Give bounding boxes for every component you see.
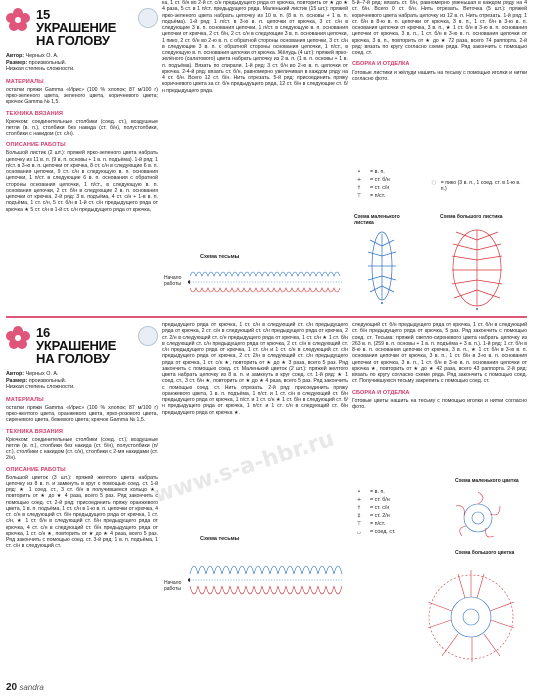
size-value: произвольный. [28,59,67,66]
article-16-title-line1: 16 УКРАШЕНИЕ [36,325,117,353]
description-heading: ОПИСАНИЕ РАБОТЫ [6,466,66,473]
flower-icon [6,8,30,32]
article-16-column-3 [352,322,527,482]
description-text-col2: предыдущего ряда от крючка, 1 ст. с/н в следующий ст. с/н предыдущего ряда от крючка, 2 ст. с/н в следующий ст. с/н предыдущего ряда от крючка, 2 ст. 2/н в следующий ст. с/н предыдущего ряда от крючка, 1 ст. с/н ★ 1 ст. б/н в следующий ст. с/н предыдущего ряда от крючка, 2 ст. с/н в следующий ст. с/н предыдущего ряда от крючка, 1 ст. с/н и 1 ст. с/н в следующий ст. с/н предыдущего ряда от крючка, 2 ст. 2/н в следующий ст. с/н предыдущего ряда от крючка, 1 ст. с/н ★, повторить от ★ до ★ 3 раза, всего 5 раз. Ряд закончить с помощью соед. ст. Маленький цветок (2 шт.): пряжей желтого цвета набрать цепочку из 8 в. п. и замкнуть в круг соед. ст. 1-й ряд: ★ 1 соед. ст., 3 ст. б/н ★, повторить от ★ до ★ 4 раза, всего 5 раз. Ряд закончить с помощью соед. ст. Нить отрезать. 2-й ряд: присоединить пряжу оранжевого цвета, 1 в. п. подъёма, 1 п/ст. и 1 ст. с/н в следующий ст. б/н предыдущего ряда от крючка, 1 п/ст. и 1 ст. с/н ★ 1 ст. б/н в следующий ст. б/н предыдущего ряда от крючка, 1 п/ст. и 1 ст. с/н в следующий ст. б/н предыдущего ряда от крючка ★. [162,322,348,416]
legend-item: ‡ = ст. 2/н [357,513,390,519]
size-label: Размер: [6,59,28,66]
legend-item: + = ст. б/н [356,177,390,183]
article-16-title-line2: НА ГОЛОВУ [36,351,110,366]
description-text-col2: ка, 1 ст. б/н во 2-й ст. с/н предыдущего ряда от крючка, повторить от ★ до ★ 4 раза, 5 ст. в 1 п/ст. предыдущего ряда. Маленький листик (15 шт.): пряжей ярко-зеленого цвета набрать цепочку из 10 в. п. (8 в. п. основы + 1 в. п. подъёма). 1-й ряд: 1 п/ст. в 3-ю в. п. цепочки от крючка, 3 ст. с/н в следующие 3 в. п. основания цепочки, 1 п/ст. в следующую в. п. основания цепочки от крючка, 2 ст. б/н, 2 ст. с/н в следующие 3 в. п. основания цепочки, 1 пико, 2 ст. б/н во 2-ю в. п. с обратной стороны основания цепочки, 3 ст. с/н в следующие 3 в. п. с обратной стороны основания цепочки, 1 п/ст., в следующую в. п. основания цепочки от крючка. Жёлудь (4 шт.): пряжей ярко-зелёного (салатового) цвета набрать цепочку из 2 в. п. (1 в. п. основы + 1 в. п. подъёма). Вязать по спирали. 1-й ряд: 3 ст. б/н во 2-ю в. п. цепочки от крючка. 2-4-й ряд: вязать ст. б/н, равномерно увеличивая в каждом ряду на 4 ст. б/н. Всего 12 ст. б/н. Нить отрезать. 5-й ряд: присоединить пряжу коричневого цвета за ст. б/н предыдущего ряда, 12 ст. б/н в следующие ст. б/н предыдущего ряда. [162,0,348,94]
schema-small-leaf-label: Схема маленького листика [354,214,400,226]
legend-item: ⊤ = п/ст. [356,521,386,527]
legend-item: • = в. п. [357,169,385,175]
author-label: Автор: [6,371,25,377]
description-text-col3: следующий ст. б/н предыдущего ряда от крючка, 1 ст. б/н в следующий ст. б/н предыдущего ряда от крючка, 5 раз. Ряд закончить с помощью соед. ст. Тесьма: пряжей светло-сиреневого цвета набрать цепочку из 263 в. п. (259 в. п. основы + 1 в. п. подъёма + 3 в. п.). 1-й ряд: 1 ст. б/н в 8-ю в. п. основания цепочки от крючка, 3 в. п., ★ 1 ст. б/н в 3-ю в. п. основания цепочки от крючка, 3 в. п., 1 ст. б/н в 3-ю в. п. основания цепочки от крючка, 3 в. п., 1 ст. б/н в 3-ю в. п. основания цепочки от крючка ★, повторить от ★ до ★ 42 раза, всего 43 раппорта. 2-й ряд: вязать по кругу согласно схеме ряда. Ряд закончить с помощью соед. ст. Получившуюся тесьму закрепить с помощью соед. ст. [352,322,527,385]
flower-icon [6,326,30,350]
article-16-header [6,326,158,365]
page-footer [6,682,44,693]
legend-item: • = в. п. [357,489,385,495]
page-number: 20 [6,682,18,693]
description-heading: ОПИСАНИЕ РАБОТЫ [6,142,66,149]
difficulty: Низкая степень сложности. [6,66,75,73]
author-label: Автор: [6,53,25,59]
article-15-legend [352,168,432,200]
article-15-column-2 [162,0,348,250]
technique-heading: ТЕХНИКА ВЯЗАНИЯ [6,110,63,117]
article-15-title-line2: НА ГОЛОВУ [36,33,110,48]
technique-text: Крючком: соединительные столбики (соед. ст.), воздушные петли (в. п.), столбики без накида (ст. б/н), полустолбики, столбики с накидом (ст. с/н). [6,118,158,138]
start-label: Начало работы [164,275,182,287]
start-label: Начало работы [164,580,182,592]
article-16 [0,318,533,684]
assembly-heading: СБОРКА И ОТДЕЛКА [352,61,410,68]
article-15-column-1 [6,0,158,213]
big-flower-schema [414,558,528,676]
legend-item: ◡ = соед. ст. [356,529,396,535]
article-15 [0,0,533,318]
assembly-heading: СБОРКА И ОТДЕЛКА [352,389,410,396]
legend-item-pico: ◌ = пико (3 в. п., 1 соед. ст. в 1-ю в. п.) [431,180,521,192]
assembly-text: Готовые цветы нашить на тесьму с помощью иголки и нитки согласно фото. [352,397,527,410]
schema-big-flower-label: Схема большого цветка [455,550,515,556]
description-text-col3: 5-й–7-й ряд: вязать ст. б/н, равномерно уменьшая в каждом ряду на 4 ст. б/н. Всего 0 ст. б/н. Нить отрезать. Веточка (5 шт.): пряжей коричневого цвета набрать цепочку из 12 в. п. Нить отрезать. 1-й ряд: 1 ст. б/н в 8-ю в. п. цепочки от крючка, 3 в. п., 1 ст. б/н в 3-ю в. п. основания цепочки от крючка, 3 в. п., ★ 1 ст. б/н в 3-ю в. п. основания цепочки от крючка, 3 в. п., 1 ст. б/н в 3-ю в. п. основания цепочки от крючка, 3 в. п., повторить от ★ до ★ 72 раза, всего 74 раппорта. 2-й ряд: вязать по кругу согласно схеме ряда. Ряд закончить с помощью соед. ст. [352,0,527,56]
magazine-name: sandra [19,683,44,692]
article-16-meta [6,371,158,391]
technique-heading: ТЕХНИКА ВЯЗАНИЯ [6,428,63,435]
article-15-column-3 [352,0,527,150]
materials-text: остатки пряжи Gamma «Ирис» (100 % хлопок; 87 м/100 г) ярко-зеленого цвета, зеленого цвета, коричневого цвета; крючок Gamma № 1,5. [6,86,158,106]
description-text-col1: Большой листик (2 шт.): пряжей ярко-зеленого цвета набрать цепочку из 11 в. п. (9 в. п. основы + 1 в. п. подъёма). 1-й ряд: 1 п/ст. в 3-ю в. п. цепочки от крючка, 8 ст. с/н в следующие 6 в. п. основания цепочки, 9 ст. с/н в следующую в. п. основания цепочки, 1 п/ст. в следующие 6 в. п. основания с обратной стороны основания цепочки, 1 п/ст., в следующую в. п. основания цепочки, 2 ст. б/н в следующие 2 в. п. основания цепочки от крючка. 2-й ряд: 3 в. подъёма, 4 ст. с/н + 1-в в. п. подъёма, 1 ст. с/н, 5 ст. б/н в 1-й ст. с/н предыдущего ряда от крючка ★ 5 ст. с/н в 1-й ст. с/н предыдущего ряда от крючка, [6,150,158,213]
yarn-badge-icon [138,326,158,346]
legend-item: † = ст. с/н [357,185,390,191]
ribbon-schema [188,544,348,614]
schema-small-flower-label: Схема маленького цветка [455,478,519,484]
article-15-title-line1: 15 УКРАШЕНИЕ [36,7,117,35]
article-15-meta [6,53,158,73]
author-value: Черных О. А. [25,371,59,377]
assembly-text: Готовые листики и жёлуди нашить на тесьму с помощью иголки и нитки согласно фото. [352,69,527,82]
article-16-column-2 [162,322,348,532]
legend-item: ⊤ = п/ст. [356,193,386,199]
materials-heading: МАТЕРИАЛЫ [6,396,44,403]
yarn-badge-icon [138,8,158,28]
article-16-column-1 [6,318,158,678]
legend-item: + = ст. б/н [356,497,390,503]
size-label: Размер: [6,377,28,384]
schema-ribbon-label: Схема тесьмы [200,254,240,260]
article-15-header [6,8,158,47]
materials-heading: МАТЕРИАЛЫ [6,78,44,85]
description-text-col1: Большой цветок (3 шт.): пряжей желтого цвета набрать цепочку из 8 в. п. и замкнуть в круг с помощью соед. ст. 1-й ряд: ★ 1 соед. ст., 3 ст. б/н в получившееся кольцо ★, повторить от ★ до ★ 4 раза, всего 5 раз. Ряд закончить с помощью соед. ст. 2-й ряд: присоединить пряжу оранжевого цвета, 1 в. п. подъёма, 1 ст. с/н в 1-ю в. п. цепочки от крючка, 4 ст. с/н в следующий ст. б/н предыдущего ряда от крючка, 1 ст. с/н, ★ 1 ст. б/н в следующий ст. б/н предыдущего ряда от крючка, 4 ст. с/н в следующий ст. б/н предыдущего ряда от крючка, 1 ст. с/н ★, повторить от ★ до ★ 4 раза, всего 5 раз. Ряд закончить с помощью соед. ст. 3-й ряд: 1 в. п. подъёма, 1 ст. с/н в следующий ст. [6,474,158,550]
article-16-legend [352,488,412,536]
materials-text: остатки пряжи Gamma «Ирис» (100 % хлопок; 87 м/100 г) ярко-желтого цвета, оранжевого цвета, ярко-розового цвета, сиреневого цвета, бежевого цвета; крючок Gamma № 1,5. [6,404,158,424]
schema-ribbon-label: Схема тесьмы [200,536,240,542]
leaf-schemas [352,226,528,312]
legend-item: † = ст. с/н [357,505,390,511]
schema-big-leaf-label: Схема большого листика [440,214,503,220]
difficulty: Низкая степень сложности. [6,384,75,391]
ribbon-schema [188,262,348,302]
technique-text: Крючком: соединительные столбики (соед. ст.), воздушные петли (в. п.), столбики без накида (ст. б/н), полустолбики (п/ст.), столбики с накидом (ст. с/н), столбики с 2-мя накидами (ст. 2/н). [6,436,158,462]
small-flower-schema [430,488,526,548]
author-value: Черных О. А. [25,53,59,59]
size-value: произвольный. [28,377,67,384]
watermark: www.s-a-hbr.ru [150,426,338,509]
